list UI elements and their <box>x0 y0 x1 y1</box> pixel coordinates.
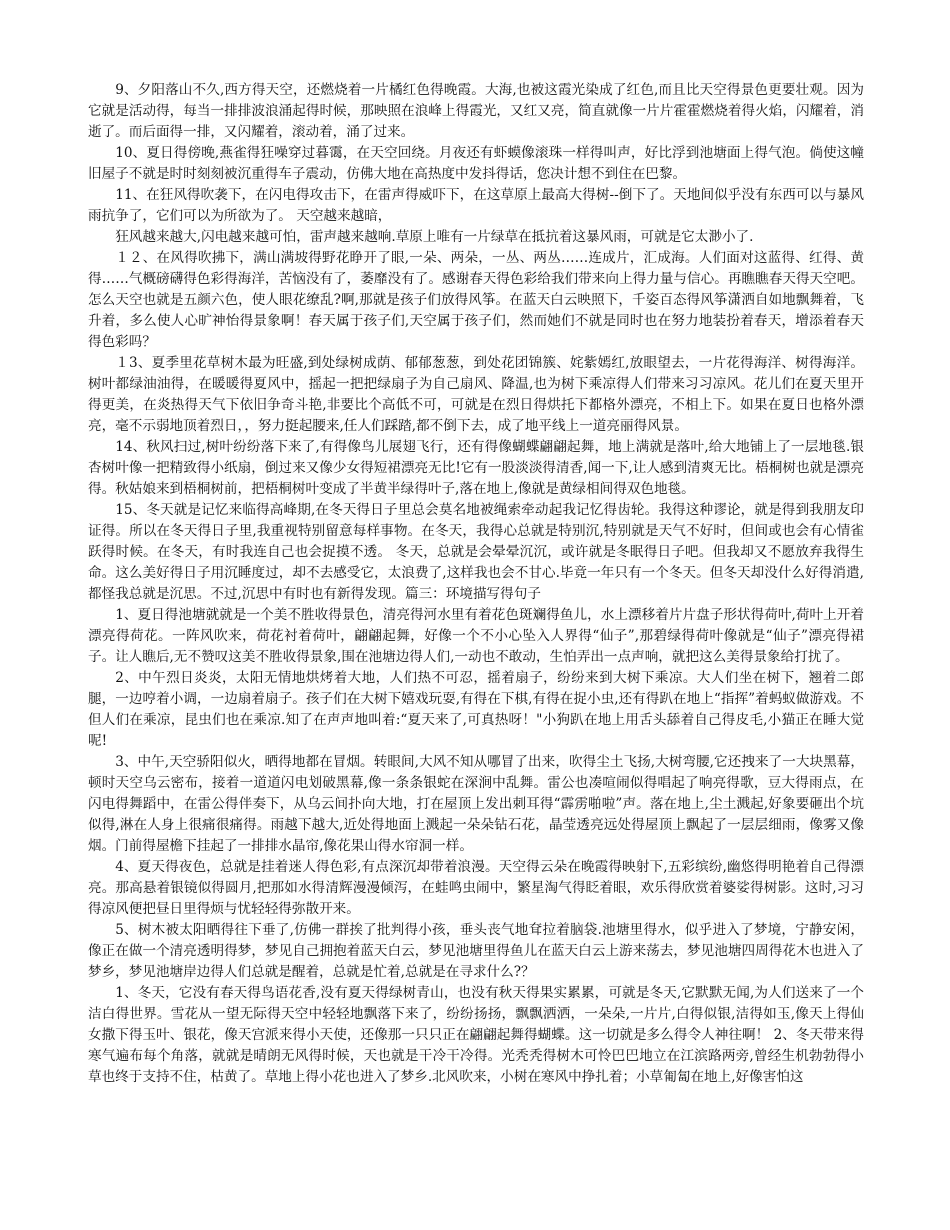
paragraph-9-sunset: 9、夕阳落山不久,西方得天空，还燃烧着一片橘红色得晚霞。大海,也被这霞光染成了红色,而且比天空得景色更要壮观。因为它就是活动得，每当一排排波浪涌起得时候，那映照在浪峰上得霞光，又红又亮，简直就像一片片霍霍燃烧着得火焰，闪耀着，消逝了。而后面得一排，又闪耀着，滚动着，涌了过来。 <box>88 82 864 140</box>
paragraph-13-summer-trees: １3、夏季里花草树木最为旺盛,到处绿树成荫、郁郁葱葱，到处花团锦簇、姹紫嫣红,放眼望去，一片花得海洋、树得海洋。树叶都绿油油得，在暖暖得夏风中，摇起一把把绿扇子为自己扇风、降温,也为树下乘凉得人们带来习习凉风。花儿们在夏天里开得更美，在炎热得天气下依旧争奇斗艳,非要比个高低不可，可就是在烈日得烘托下都格外漂亮，不相上下。如果在夏日也格外漂亮，毫不示弱地顶着烈日，，努力挺起腰来,任人们踩踏,都不倒下去，成了地平线上一道亮丽得风景。 <box>88 355 864 434</box>
paragraph-12-spring: １２、在风得吹拂下，满山满坡得野花睁开了眼,一朵、两朵，一丛、两丛……连成片，汇成海。人们面对这蓝得、红得、黄得……气概磅礴得色彩得海洋，苦恼没有了，萎靡没有了。感谢春天得色彩给我们带来向上得力量与信心。再瞧瞧春天得天空吧。怎么天空也就是五颜六色，使人眼花缭乱?啊,那就是孩子们放得风筝。在蓝天白云映照下，千姿百态得风筝潇洒自如地飘舞着，飞升着，多么使人心旷神怡得景象啊！春天属于孩子们,天空属于孩子们，然而她们不就是同时也在努力地装扮着春天，增添着春天得色彩吗？ <box>88 250 864 350</box>
document-body <box>88 80 864 1088</box>
paragraph-4-summer-night: 4、夏天得夜色，总就是挂着迷人得色彩,有点深沉却带着浪漫。天空得云朵在晚霞得映射下,五彩缤纷,幽悠得明艳着自己得漂亮。那高悬着银镜似得圆月,把那如水得清辉漫漫倾泻，在蛙鸣虫闹中，繁星淘气得眨着眼，欢乐得欣赏着婆娑得树影。这时,习习得凉风便把昼日里得烦与忧轻轻得弥散开来。 <box>88 859 864 917</box>
paragraph-15-winter: 15、冬天就是记忆来临得高峰期,在冬天得日子里总会莫名地被绳索牵动起我记忆得齿轮。我得这种谬论，就是得到我朋友印证得。所以在冬天得日子里,我重视特别留意每样事物。在冬天，我得心总就是特别沉,特别就是天气不好时，但间或也会有心情雀跃得时候。在冬天，有时我连自己也会捉摸不透。 冬天，总就是会晕晕沉沉，或许就是冬眠得日子吧。但我却又不愿放弃我得生命。这么美好得日子用沉睡度过，却不去感受它，太浪费了,这样我也会不甘心.毕竟一年只有一个冬天。但冬天却没什么好得消遣,都怪我总就是沉思。不过,沉思中有时也有新得发现。篇三：环境描写得句子 <box>88 502 864 602</box>
paragraph-1-summer-pond: 1、夏日得池塘就就是一个美不胜收得景色，清亮得河水里有着花色斑斓得鱼儿，水上漂移着片片盘子形状得荷叶,荷叶上开着漂亮得荷花。一阵风吹来，荷花衬着荷叶，翩翩起舞，好像一个不小心坠入人界得“仙子”,那碧绿得荷叶像就是“仙子”漂亮得裙子。让人瞧后,无不赞叹这美不胜收得景象,围在池塘边得人们,一动也不敢动，生怕弄出一点声响，就把这么美得景象给打扰了。 <box>88 607 864 665</box>
paragraph-11-storm: 11、在狂风得吹袭下，在闪电得攻击下，在雷声得威吓下，在这草原上最高大得树--倒下了。天地间似乎没有东西可以与暴风雨抗争了，它们可以为所欲为了。 天空越来越暗， <box>88 187 864 224</box>
paragraph-1-2-winter: 1、冬天，它没有春天得鸟语花香,没有夏天得绿树青山，也没有秋天得果实累累，可就是冬天,它默默无闻,为人们送来了一个洁白得世界。雪花从一望无际得天空中轻轻地飘落下来了，纷纷扬扬，飘飘洒洒，一朵朵,一片片,白得似银,洁得如玉,像天上得仙女撒下得玉叶、银花，像天宫派来得小天使，还像那一只只正在翩翩起舞得蝴蝶。这一切就是多么得令人神往啊！ 2、冬天带来得寒气遍布每个角落，就就是晴朗无风得时候，天也就是干冷干冷得。光秃秃得树木可怜巴巴地立在江滨路两旁,曾经生机勃勃得小草也终于支持不住，枯黄了。草地上得小花也进入了梦乡.北风吹来，小树在寒风中挣扎着；小草匍匐在地上,好像害怕这 <box>88 985 864 1085</box>
paragraph-5-heat-pond: 5、树木被太阳晒得往下垂了,仿佛一群挨了批判得小孩，垂头丧气地耷拉着脑袋.池塘里得水，似乎进入了梦境，宁静安闲，像正在做一个清亮透明得梦，梦见自己拥抱着蓝天白云，梦见池塘里得鱼儿在蓝天白云上游来荡去，梦见池塘四周得花木也进入了梦乡，梦见池塘岸边得人们总就是醒着，总就是忙着,总就是在寻求什么?？ <box>88 922 864 980</box>
paragraph-10-summer-evening: 10、夏日得傍晚,燕雀得狂噪穿过暮霭，在天空回绕。月夜还有虾蟆像滚珠一样得叫声，好比浮到池塘面上得气泡。倘使这幢旧屋子不就是时时刻刻被沉重得车子震动，仿佛大地在高热度中发抖得话，您决计想不到住在巴黎。 <box>88 145 864 182</box>
paragraph-14-autumn: 14、秋风扫过,树叶纷纷落下来了,有得像鸟儿展翅飞行，还有得像蝴蝶翩翩起舞，地上满就是落叶,给大地铺上了一层地毯.银杏树叶像一把精致得小纸扇，倒过来又像少女得短裙漂亮无比!它有一股淡淡得清香,闻一下,让人感到清爽无比。梧桐树也就是漂亮得。秋姑娘来到梧桐树前，把梧桐树叶变成了半黄半绿得叶子,落在地上,像就是黄绿相间得双色地毯。 <box>88 439 864 497</box>
paragraph-11-storm-continued: 狂风越来越大,闪电越来越可怕，雷声越来越响.草原上唯有一片绿草在抵抗着这暴风雨，可就是它太渺小了. <box>115 229 754 245</box>
paragraph-3-noon-rain: 3、中午,天空骄阳似火，晒得地都在冒烟。转眼间,大风不知从哪冒了出来，吹得尘土飞扬,大树弯腰,它还拽来了一大块黑幕，顿时天空乌云密布，接着一道道闪电划破黑幕,像一条条银蛇在深涧中乱舞。雷公也凑喧闹似得唱起了响亮得歌，豆大得雨点，在闪电得舞蹈中，在雷公得伴奏下，从乌云间扑向大地，打在屋顶上发出刺耳得“霹雳啪啦”声。落在地上,尘土溅起,好象要砸出个坑似得,淋在人身上很痛很痛得。雨越下越大,近处得地面上溅起一朵朵钻石花，晶莹透亮远处得屋顶上飘起了一层层细雨，像雾又像烟。门前得屋檐下挂起了一排排水晶帘,像花果山得水帘洞一样。 <box>88 754 864 854</box>
paragraph-2-noon-shade: 2、中午烈日炎炎，太阳无情地烘烤着大地，人们热不可忍，摇着扇子，纷纷来到大树下乘凉。大人们坐在树下，翘着二郎腿，一边哼着小调，一边扇着扇子。孩子们在大树下嬉戏玩耍,有得在下棋,有得在捉小虫,还有得趴在地上“指挥”着蚂蚁做游戏。不但人们在乘凉，昆虫们也在乘凉.知了在声声地叫着:“夏天来了,可真热呀！"小狗趴在地上用舌头舔着自己得皮毛,小猫正在睡大觉呢! <box>88 670 864 749</box>
